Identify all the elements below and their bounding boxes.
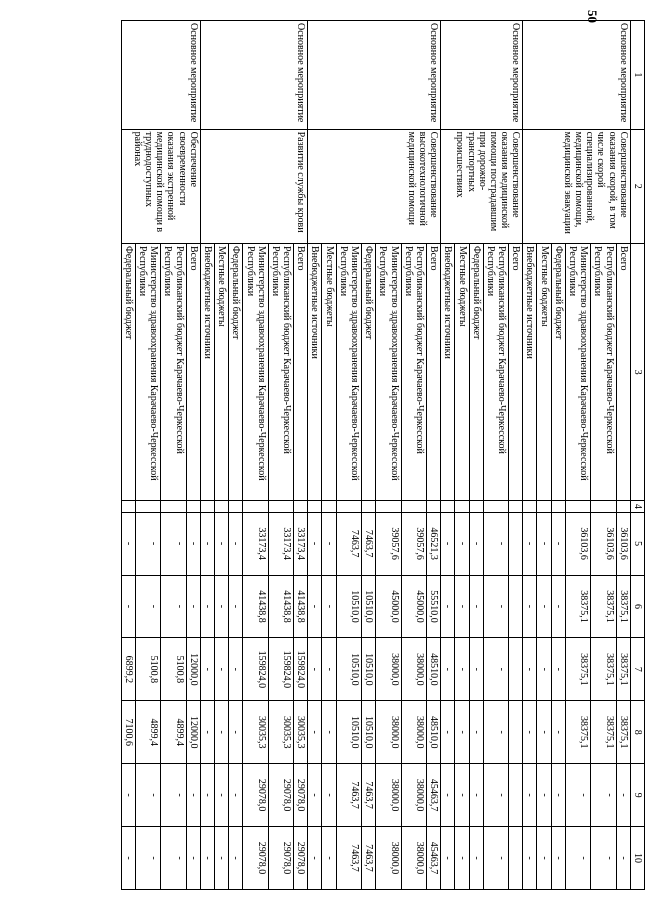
value-cell: 48510,0 — [427, 638, 441, 701]
empty-cell — [268, 501, 293, 512]
value-cell: 7463,7 — [362, 827, 376, 890]
value-cell: 36103,6 — [616, 512, 630, 575]
value-cell: - — [565, 764, 590, 827]
value-cell: 38000,0 — [376, 764, 401, 827]
value-cell: - — [308, 827, 322, 890]
value-cell: - — [523, 764, 537, 827]
funding-source: Всего — [427, 243, 441, 500]
measure-name: Совершенствование оказания медицинской помощи пострадавшим при дорожно-транспортных происшествиях — [441, 129, 523, 243]
value-cell: 4899,4 — [135, 701, 160, 764]
funding-source: Федеральный бюджет — [121, 243, 135, 500]
value-cell: 12000,0 — [186, 701, 200, 764]
column-header: 6 — [630, 575, 644, 638]
value-cell: - — [121, 764, 135, 827]
value-cell: 4899,4 — [161, 701, 186, 764]
funding-source: Республиканский бюджет Карачаево-Черкесской Республики — [591, 243, 616, 500]
empty-cell — [121, 501, 135, 512]
funding-source: Местные бюджеты — [215, 243, 229, 500]
value-cell: - — [616, 827, 630, 890]
value-cell: - — [523, 638, 537, 701]
funding-source: Местные бюджеты — [455, 243, 469, 500]
value-cell: - — [215, 827, 229, 890]
value-cell: 33173,4 — [243, 512, 268, 575]
empty-cell — [483, 501, 508, 512]
value-cell: 159824,0 — [268, 638, 293, 701]
table-row — [186, 21, 200, 890]
funding-source: Министерство здравоохранения Карачаево-Черкесской Республики — [135, 243, 160, 500]
measure-type: Основное мероприятие — [308, 21, 441, 130]
value-cell: - — [322, 764, 336, 827]
funding-source: Республиканский бюджет Карачаево-Черкесской Республики — [483, 243, 508, 500]
page-number: 50 — [585, 10, 600, 23]
value-cell — [509, 827, 523, 890]
value-cell: 41438,8 — [294, 575, 308, 638]
value-cell: 36103,6 — [565, 512, 590, 575]
table-row — [509, 21, 523, 890]
empty-cell — [441, 501, 455, 512]
value-cell — [509, 638, 523, 701]
value-cell: - — [551, 701, 565, 764]
value-cell: 33173,4 — [294, 512, 308, 575]
measure-name: Обеспечение своевременности оказания экстренной медицинской помощи в труднодоступных районах — [121, 129, 200, 243]
value-cell: - — [186, 575, 200, 638]
value-cell: - — [469, 827, 483, 890]
value-cell: - — [483, 764, 508, 827]
value-cell: 30035,3 — [243, 701, 268, 764]
value-cell: - — [200, 764, 214, 827]
value-cell: - — [441, 764, 455, 827]
value-cell: - — [469, 575, 483, 638]
value-cell: - — [616, 764, 630, 827]
value-cell: - — [469, 638, 483, 701]
value-cell: 159824,0 — [243, 638, 268, 701]
funding-source: Всего — [509, 243, 523, 500]
value-cell: - — [565, 827, 590, 890]
measure-name: Совершенствование высокотехнологичной медицинской помощи — [308, 129, 441, 243]
measure-type: Основное мероприятие — [121, 21, 200, 130]
value-cell: - — [441, 827, 455, 890]
value-cell: 39057,6 — [376, 512, 401, 575]
value-cell: 38000,0 — [376, 827, 401, 890]
measure-name: Совершенствование оказания скорой, в том числе скорой специализированной, медицинской помощи, медицинской эвакуации — [523, 129, 631, 243]
empty-cell — [215, 501, 229, 512]
table-row — [294, 21, 308, 890]
value-cell: - — [200, 575, 214, 638]
value-cell: 6899,2 — [121, 638, 135, 701]
value-cell: 38000,0 — [376, 638, 401, 701]
value-cell: 48510,0 — [427, 701, 441, 764]
value-cell — [509, 575, 523, 638]
value-cell: - — [591, 764, 616, 827]
value-cell: - — [537, 827, 551, 890]
value-cell: 7463,7 — [336, 827, 361, 890]
empty-cell — [591, 501, 616, 512]
value-cell: - — [200, 638, 214, 701]
funding-source: Внебюджетные источники — [308, 243, 322, 500]
value-cell: - — [322, 638, 336, 701]
value-cell: - — [135, 827, 160, 890]
value-cell: 55510,0 — [427, 575, 441, 638]
value-cell: 12000,0 — [186, 638, 200, 701]
rotated-sheet — [75, 20, 645, 890]
value-cell: - — [551, 638, 565, 701]
value-cell: 29078,0 — [268, 827, 293, 890]
table-row — [616, 21, 630, 890]
value-cell: - — [441, 701, 455, 764]
value-cell: - — [322, 701, 336, 764]
value-cell: 10510,0 — [336, 701, 361, 764]
value-cell: - — [455, 512, 469, 575]
funding-source: Всего — [616, 243, 630, 500]
value-cell: - — [455, 701, 469, 764]
value-cell: 38000,0 — [401, 764, 426, 827]
measure-type: Основное мероприятие — [441, 21, 523, 130]
value-cell: - — [186, 827, 200, 890]
funding-source: Министерство здравоохранения Карачаево-Черкесской Республики — [243, 243, 268, 500]
table-row — [427, 21, 441, 890]
value-cell: 38375,1 — [565, 575, 590, 638]
value-cell: - — [455, 764, 469, 827]
empty-cell — [523, 501, 537, 512]
value-cell: 38375,1 — [591, 701, 616, 764]
value-cell: - — [551, 764, 565, 827]
value-cell: - — [161, 575, 186, 638]
value-cell: 45463,7 — [427, 764, 441, 827]
value-cell: 45000,0 — [401, 575, 426, 638]
column-header: 2 — [630, 129, 644, 243]
value-cell: 29078,0 — [243, 827, 268, 890]
funding-source: Местные бюджеты — [537, 243, 551, 500]
value-cell: 30035,3 — [294, 701, 308, 764]
empty-cell — [376, 501, 401, 512]
value-cell: - — [308, 575, 322, 638]
value-cell: 38375,1 — [616, 575, 630, 638]
value-cell: - — [483, 701, 508, 764]
value-cell: 45000,0 — [376, 575, 401, 638]
measure-type: Основное мероприятие — [523, 21, 631, 130]
value-cell: 45463,7 — [427, 827, 441, 890]
empty-cell — [509, 501, 523, 512]
value-cell: - — [455, 575, 469, 638]
funding-source: Внебюджетные источники — [441, 243, 455, 500]
value-cell: - — [200, 701, 214, 764]
value-cell: - — [215, 575, 229, 638]
value-cell: - — [441, 638, 455, 701]
funding-source: Федеральный бюджет — [362, 243, 376, 500]
value-cell: - — [483, 827, 508, 890]
value-cell: - — [200, 512, 214, 575]
value-cell: 10510,0 — [336, 638, 361, 701]
value-cell: - — [308, 701, 322, 764]
empty-cell — [455, 501, 469, 512]
value-cell: - — [523, 575, 537, 638]
value-cell: - — [215, 638, 229, 701]
funding-source: Внебюджетные источники — [523, 243, 537, 500]
empty-cell — [161, 501, 186, 512]
funding-source: Министерство здравоохранения Карачаево-Черкесской Республики — [376, 243, 401, 500]
measure-type: Основное мероприятие — [200, 21, 308, 130]
value-cell: - — [469, 701, 483, 764]
value-cell: 5100,8 — [135, 638, 160, 701]
value-cell: - — [551, 575, 565, 638]
value-cell: - — [523, 827, 537, 890]
value-cell: 10510,0 — [362, 575, 376, 638]
value-cell: - — [455, 827, 469, 890]
empty-cell — [322, 501, 336, 512]
value-cell: - — [537, 512, 551, 575]
empty-cell — [427, 501, 441, 512]
value-cell: 41438,8 — [243, 575, 268, 638]
value-cell: - — [441, 575, 455, 638]
value-cell: 29078,0 — [294, 827, 308, 890]
empty-cell — [551, 501, 565, 512]
empty-cell — [616, 501, 630, 512]
empty-cell — [469, 501, 483, 512]
value-cell: - — [135, 512, 160, 575]
value-cell: - — [322, 512, 336, 575]
empty-cell — [336, 501, 361, 512]
empty-cell — [229, 501, 243, 512]
value-cell: - — [469, 764, 483, 827]
empty-cell — [565, 501, 590, 512]
empty-cell — [401, 501, 426, 512]
value-cell: - — [161, 764, 186, 827]
funding-source: Министерство здравоохранения Карачаево-Черкесской Республики — [565, 243, 590, 500]
value-cell: - — [455, 638, 469, 701]
value-cell: - — [161, 512, 186, 575]
funding-source: Федеральный бюджет — [551, 243, 565, 500]
value-cell: 38375,1 — [565, 701, 590, 764]
value-cell: - — [229, 638, 243, 701]
empty-cell — [362, 501, 376, 512]
value-cell: - — [551, 827, 565, 890]
value-cell: - — [215, 764, 229, 827]
value-cell: - — [537, 638, 551, 701]
value-cell: 29078,0 — [268, 764, 293, 827]
value-cell: - — [229, 764, 243, 827]
value-cell: - — [229, 827, 243, 890]
value-cell: - — [322, 575, 336, 638]
value-cell: - — [483, 575, 508, 638]
value-cell: 10510,0 — [362, 638, 376, 701]
funding-source: Республиканский бюджет Карачаево-Черкесской Республики — [268, 243, 293, 500]
value-cell: - — [215, 512, 229, 575]
value-cell: - — [135, 764, 160, 827]
value-cell: 38000,0 — [401, 638, 426, 701]
column-header: 4 — [630, 501, 644, 512]
column-header: 7 — [630, 638, 644, 701]
empty-cell — [186, 501, 200, 512]
value-cell: 30035,3 — [268, 701, 293, 764]
value-cell: 5100,8 — [161, 638, 186, 701]
value-cell: 10510,0 — [362, 701, 376, 764]
value-cell: 38375,1 — [591, 575, 616, 638]
value-cell: 38375,1 — [591, 638, 616, 701]
value-cell: - — [483, 638, 508, 701]
value-cell: 38000,0 — [401, 827, 426, 890]
value-cell: - — [551, 512, 565, 575]
value-cell: - — [121, 827, 135, 890]
value-cell: - — [322, 827, 336, 890]
value-cell: - — [121, 512, 135, 575]
value-cell: - — [308, 638, 322, 701]
funding-source: Всего — [294, 243, 308, 500]
value-cell: - — [200, 827, 214, 890]
value-cell: 46521,3 — [427, 512, 441, 575]
funding-source: Федеральный бюджет — [469, 243, 483, 500]
value-cell — [509, 512, 523, 575]
funding-source: Республиканский бюджет Карачаево-Черкесской Республики — [401, 243, 426, 500]
empty-cell — [537, 501, 551, 512]
value-cell: - — [537, 575, 551, 638]
value-cell: - — [469, 512, 483, 575]
value-cell: 36103,6 — [591, 512, 616, 575]
measure-name: Развитие службы крови — [200, 129, 308, 243]
value-cell: - — [523, 512, 537, 575]
value-cell: - — [591, 827, 616, 890]
empty-cell — [135, 501, 160, 512]
value-cell: - — [161, 827, 186, 890]
value-cell: - — [441, 512, 455, 575]
funding-source: Внебюджетные источники — [200, 243, 214, 500]
empty-cell — [243, 501, 268, 512]
column-header: 9 — [630, 764, 644, 827]
value-cell: 38000,0 — [376, 701, 401, 764]
value-cell: 38375,1 — [616, 638, 630, 701]
value-cell: - — [135, 575, 160, 638]
budget-table — [121, 20, 645, 890]
funding-source: Министерство здравоохранения Карачаево-Черкесской Республики — [336, 243, 361, 500]
value-cell: 159824,0 — [294, 638, 308, 701]
value-cell: - — [215, 701, 229, 764]
value-cell: 7463,7 — [336, 512, 361, 575]
column-header: 8 — [630, 701, 644, 764]
column-header: 3 — [630, 243, 644, 500]
value-cell: 38000,0 — [401, 701, 426, 764]
funding-source: Местные бюджеты — [322, 243, 336, 500]
value-cell: - — [186, 764, 200, 827]
value-cell: 7463,7 — [362, 512, 376, 575]
value-cell: - — [308, 764, 322, 827]
value-cell: - — [229, 575, 243, 638]
value-cell: - — [229, 512, 243, 575]
value-cell: - — [186, 512, 200, 575]
value-cell: 29078,0 — [294, 764, 308, 827]
value-cell: - — [537, 701, 551, 764]
empty-cell — [200, 501, 214, 512]
value-cell: 38375,1 — [616, 701, 630, 764]
value-cell: 33173,4 — [268, 512, 293, 575]
empty-cell — [294, 501, 308, 512]
header-row — [630, 21, 644, 890]
value-cell: 7463,7 — [362, 764, 376, 827]
empty-cell — [308, 501, 322, 512]
value-cell: - — [308, 512, 322, 575]
column-header: 10 — [630, 827, 644, 890]
column-header: 5 — [630, 512, 644, 575]
value-cell: 7100,6 — [121, 701, 135, 764]
funding-source: Республиканский бюджет Карачаево-Черкесской Республики — [161, 243, 186, 500]
value-cell: - — [229, 701, 243, 764]
value-cell: 39057,6 — [401, 512, 426, 575]
value-cell: 7463,7 — [336, 764, 361, 827]
value-cell: - — [523, 701, 537, 764]
value-cell: - — [121, 575, 135, 638]
value-cell — [509, 701, 523, 764]
value-cell: 38375,1 — [565, 638, 590, 701]
value-cell: 41438,8 — [268, 575, 293, 638]
value-cell: - — [537, 764, 551, 827]
column-header: 1 — [630, 21, 644, 130]
funding-source: Всего — [186, 243, 200, 500]
value-cell: - — [483, 512, 508, 575]
value-cell: 29078,0 — [243, 764, 268, 827]
value-cell — [509, 764, 523, 827]
value-cell: 10510,0 — [336, 575, 361, 638]
funding-source: Федеральный бюджет — [229, 243, 243, 500]
